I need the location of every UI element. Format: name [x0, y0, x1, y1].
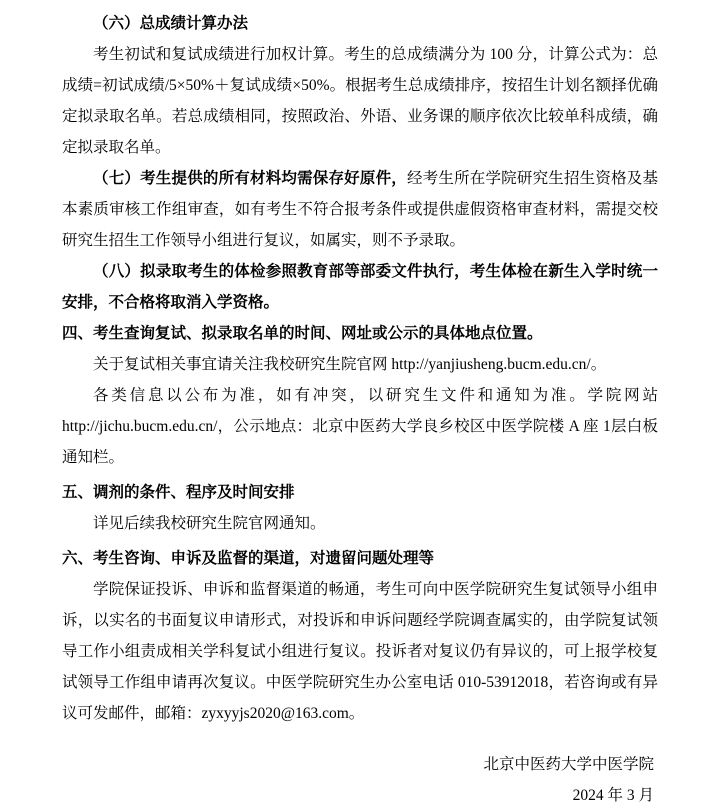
- signature-date: 2024 年 3 月: [572, 787, 654, 804]
- section-paragraph-query-info-1: 关于复试相关事宜请关注我校研究生院官网 http://yanjiusheng.bucm.edu.cn/。: [93, 356, 607, 373]
- section-materials: [62, 163, 658, 256]
- section-query-info: [62, 318, 658, 473]
- signature-block: [62, 749, 658, 811]
- section-heading-total-score: （六）总成绩计算办法: [93, 15, 249, 32]
- section-paragraph-query-info-2: 各类信息以公布为准，如有冲突，以研究生文件和通知为准。学院网站http://jichu.bucm.edu.cn/，公示地点：北京中医药大学良乡校区中医学院楼 A 座 1层白板通知栏。: [62, 387, 658, 466]
- section-paragraph-materials: [62, 163, 658, 256]
- section-materials-bold-lead: （七）考生提供的所有材料均需保存好原件，: [93, 170, 407, 187]
- section-paragraph-total-score: 考生初试和复试成绩进行加权计算。考生的总成绩满分为 100 分，计算公式为：总成绩=初试成绩/5×50%＋复试成绩×50%。根据考生总成绩排序，按招生计划名额择优确定拟录取名单。若总成绩相同，按照政治、外语、业务课的顺序依次比较单科成绩，确定拟录取名单。: [62, 46, 658, 156]
- section-channels: [62, 543, 658, 729]
- section-total-score: [62, 8, 658, 163]
- section-paragraph-adjustment: 详见后续我校研究生院官网通知。: [93, 515, 326, 532]
- section-paragraph-physical-exam: （八）拟录取考生的体检参照教育部等部委文件执行，考生体检在新生入学时统一安排，不合格将取消入学资格。: [62, 263, 658, 311]
- section-adjustment: [62, 477, 658, 539]
- section-physical-exam: [62, 256, 658, 318]
- section-paragraph-channels: 学院保证投诉、申诉和监督渠道的畅通，考生可向中医学院研究生复试领导小组申诉，以实名的书面复议申请形式，对投诉和申诉问题经学院调查属实的，由学院复试领导工作小组责成相关学科复试小组进行复议。投诉者对复议仍有异议的，可上报学校复试领导工作组申请再次复议。中医学院研究生办公室电话 010-53912018，若咨询或有异议可发邮件，邮箱：zyxyyjs2020@163.com。: [62, 581, 658, 722]
- section-heading-channels: 六、考生咨询、申诉及监督的渠道，对遗留问题处理等: [62, 550, 435, 567]
- section-heading-query-info: 四、考生查询复试、拟录取名单的时间、网址或公示的具体地点位置。: [62, 325, 543, 342]
- section-materials-rest: 经考生所在学院研究生招生资格及基本素质审核工作组审查，如有考生不符合报考条件或提供虚假资格审查材料，需提交校研究生招生工作领导小组进行复议，如属实，则不予录取。: [62, 170, 658, 249]
- section-heading-adjustment: 五、调剂的条件、程序及时间安排: [62, 484, 295, 501]
- signature-organization: 北京中医药大学中医学院: [483, 756, 654, 773]
